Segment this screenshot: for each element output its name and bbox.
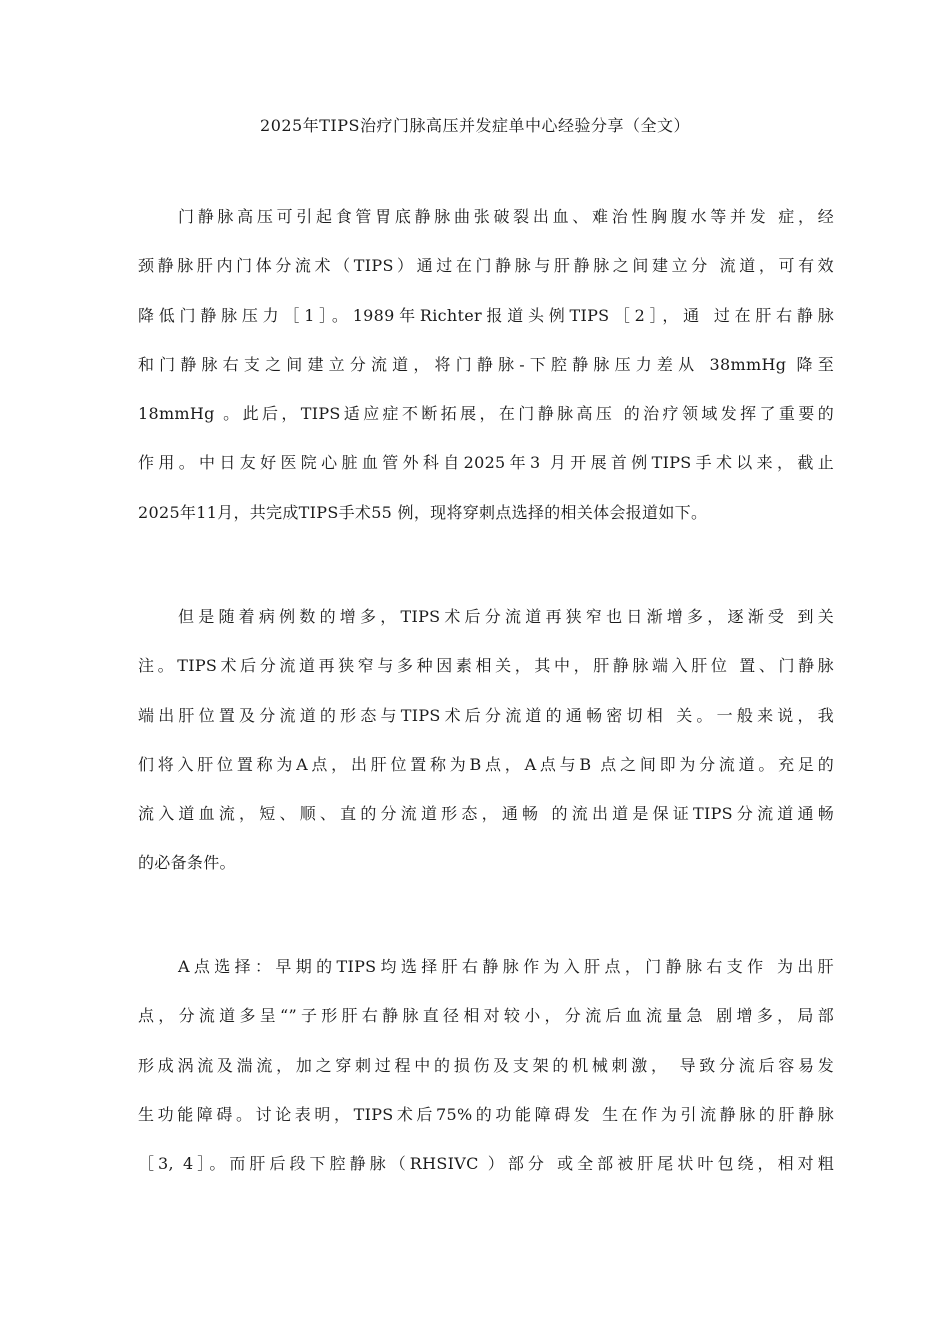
text-line: 形成涡流及湍流，加之穿刺过程中的损伤及支架的机械刺激， 导致分流后容易发 <box>138 1055 834 1075</box>
text-line: 和门静脉右支之间建立分流道，将门静脉-下腔静脉压力差从 38mmHg 降至 <box>138 354 834 374</box>
text-line: 注。TIPS术后分流道再狭窄与多种因素相关，其中，肝静脉端入肝位 置、门静脉 <box>138 656 834 676</box>
text-line: ［3, 4］。而肝后段下腔静脉（RHSIVC ）部分 或全部被肝尾状叶包绕，相对粗 <box>138 1154 834 1174</box>
text-line: 的必备条件。 <box>138 853 236 873</box>
text-line: 门静脉高压可引起食管胃底静脉曲张破裂出血、难治性胸腹水等并发 症，经 <box>178 207 834 226</box>
text-line: 18mmHg 。此后，TIPS适应症不断拓展，在门静脉高压 的治疗领域发挥了重要的 <box>138 404 834 424</box>
text-line: A点选择：早期的TIPS均选择肝右静脉作为入肝点，门静脉右支作 为出肝 <box>178 957 834 976</box>
text-line: 2025年11月，共完成TIPS手术55 例，现将穿刺点选择的相关体会报道如下。 <box>138 502 708 522</box>
text-line: 端出肝位置及分流道的形态与TIPS术后分流道的通畅密切相 关。一般来说，我 <box>138 705 834 725</box>
text-line: 生功能障碍。讨论表明，TIPS术后75%的功能障碍发 生在作为引流静脉的肝静脉 <box>138 1104 834 1124</box>
text-line: 点，分流道多呈“”子形肝右静脉直径相对较小，分流后血流量急 剧增多，局部 <box>138 1006 834 1026</box>
document-title: 2025年TIPS治疗门脉高压并发症单中心经验分享（全文） <box>260 116 690 135</box>
text-line: 颈静脉肝内门体分流术（TIPS）通过在门静脉与肝静脉之间建立分 流道，可有效 <box>138 256 834 276</box>
paragraph-restenosis <box>138 592 834 888</box>
text-line: 们将入肝位置称为A点，出肝位置称为B点，A点与B 点之间即为分流道。充足的 <box>138 754 834 774</box>
text-line: 但是随着病例数的增多，TIPS术后分流道再狭窄也日渐增多，逐渐受 到关 <box>178 607 834 626</box>
text-line: 降低门静脉压力［1］。1989年Richter报道头例TIPS［2］，通 过在肝右静脉 <box>138 305 834 325</box>
text-line: 流入道血流，短、顺、直的分流道形态，通畅 的流出道是保证TIPS分流道通畅 <box>138 804 834 824</box>
text-line: 作用。中日友好医院心脏血管外科自2025年3 月开展首例TIPS手术以来，截止 <box>138 453 834 473</box>
paragraph-intro <box>138 192 834 537</box>
paragraph-point-a <box>138 942 834 1188</box>
